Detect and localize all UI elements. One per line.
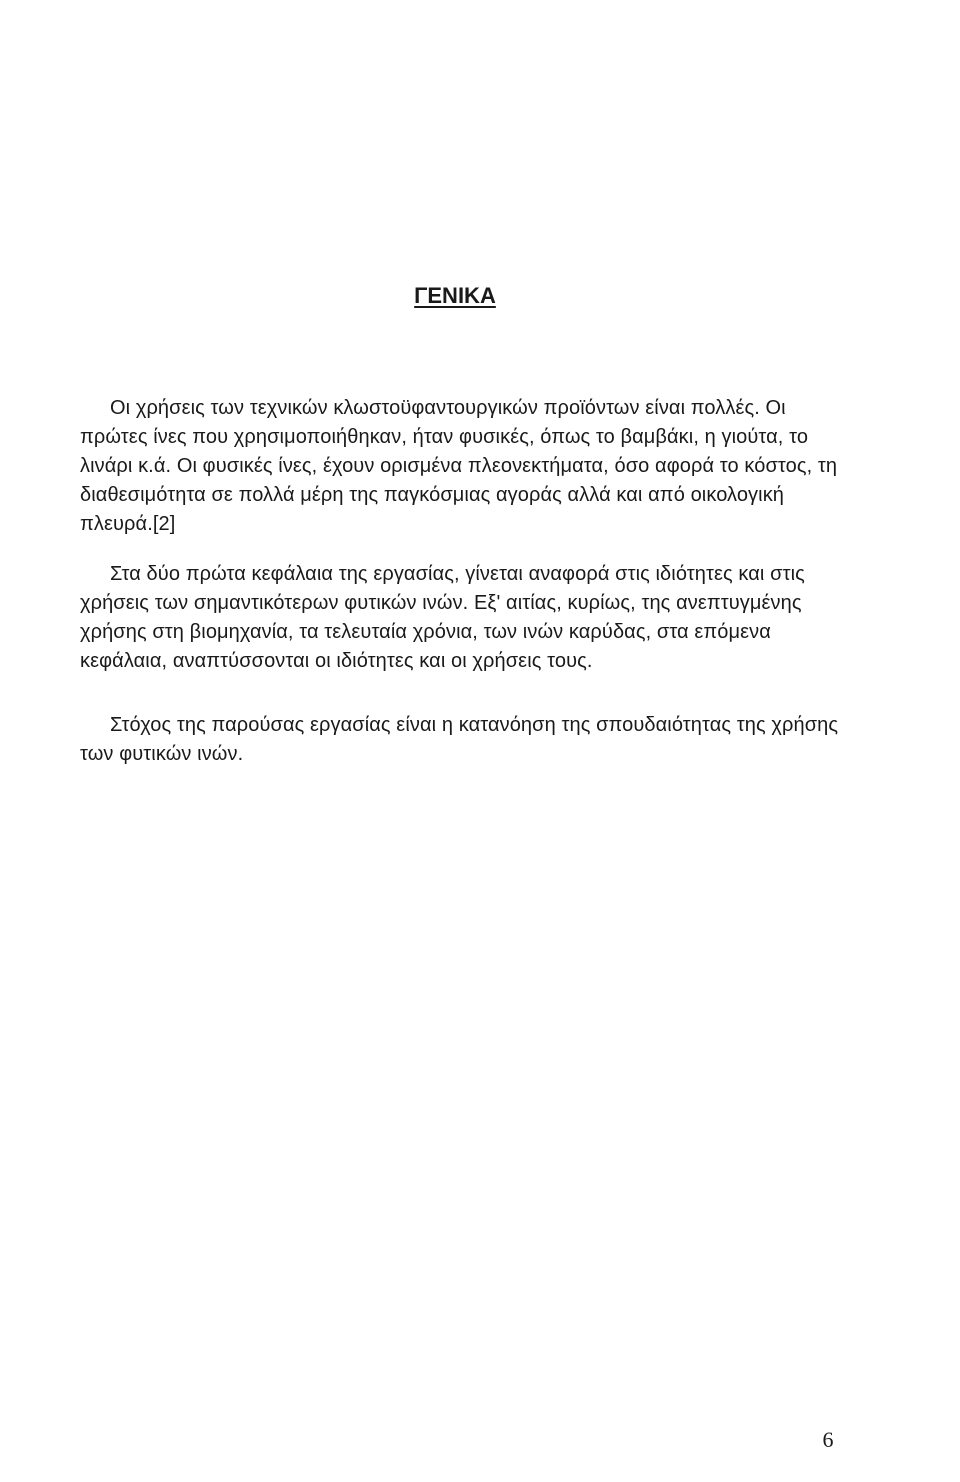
- paragraph-chapters: Στα δύο πρώτα κεφάλαια της εργασίας, γίνεται αναφορά στις ιδιότητες και στις χρήσεις των σημαντικότερων φυτικών ινών. Εξ' αιτίας, κυρίως, της ανεπτυγμένης χρήσης στη βιομηχανία, τα τελευταία χρόνια, των ινών καρύδας, στα επόμενα κεφάλαια, αναπτύσσονται οι ιδιότητες και οι χρήσεις τους.: [80, 563, 805, 672]
- page-number: 6: [822, 1427, 834, 1452]
- paragraph-goal: Στόχος της παρούσας εργασίας είναι η κατανόηση της σπουδαιότητας της χρήσης των φυτικών ινών.: [80, 714, 839, 765]
- paragraph-intro: Οι χρήσεις των τεχνικών κλωστοϋφαντουργικών προϊόντων είναι πολλές. Οι πρώτες ίνες που χρησιμοποιήθηκαν, ήταν φυσικές, όπως το βαμβάκι, η γιούτα, το λινάρι κ.ά. Οι φυσικές ίνες, έχουν ορισμένα πλεονεκτήματα, όσο αφορά το κόστος, τη διαθεσιμότητα σε πολλά μέρη της παγκόσμιας αγοράς αλλά και από οικολογική πλευρά.[2]: [80, 397, 838, 535]
- section-heading: ΓΕΝΙΚΑ: [414, 283, 496, 308]
